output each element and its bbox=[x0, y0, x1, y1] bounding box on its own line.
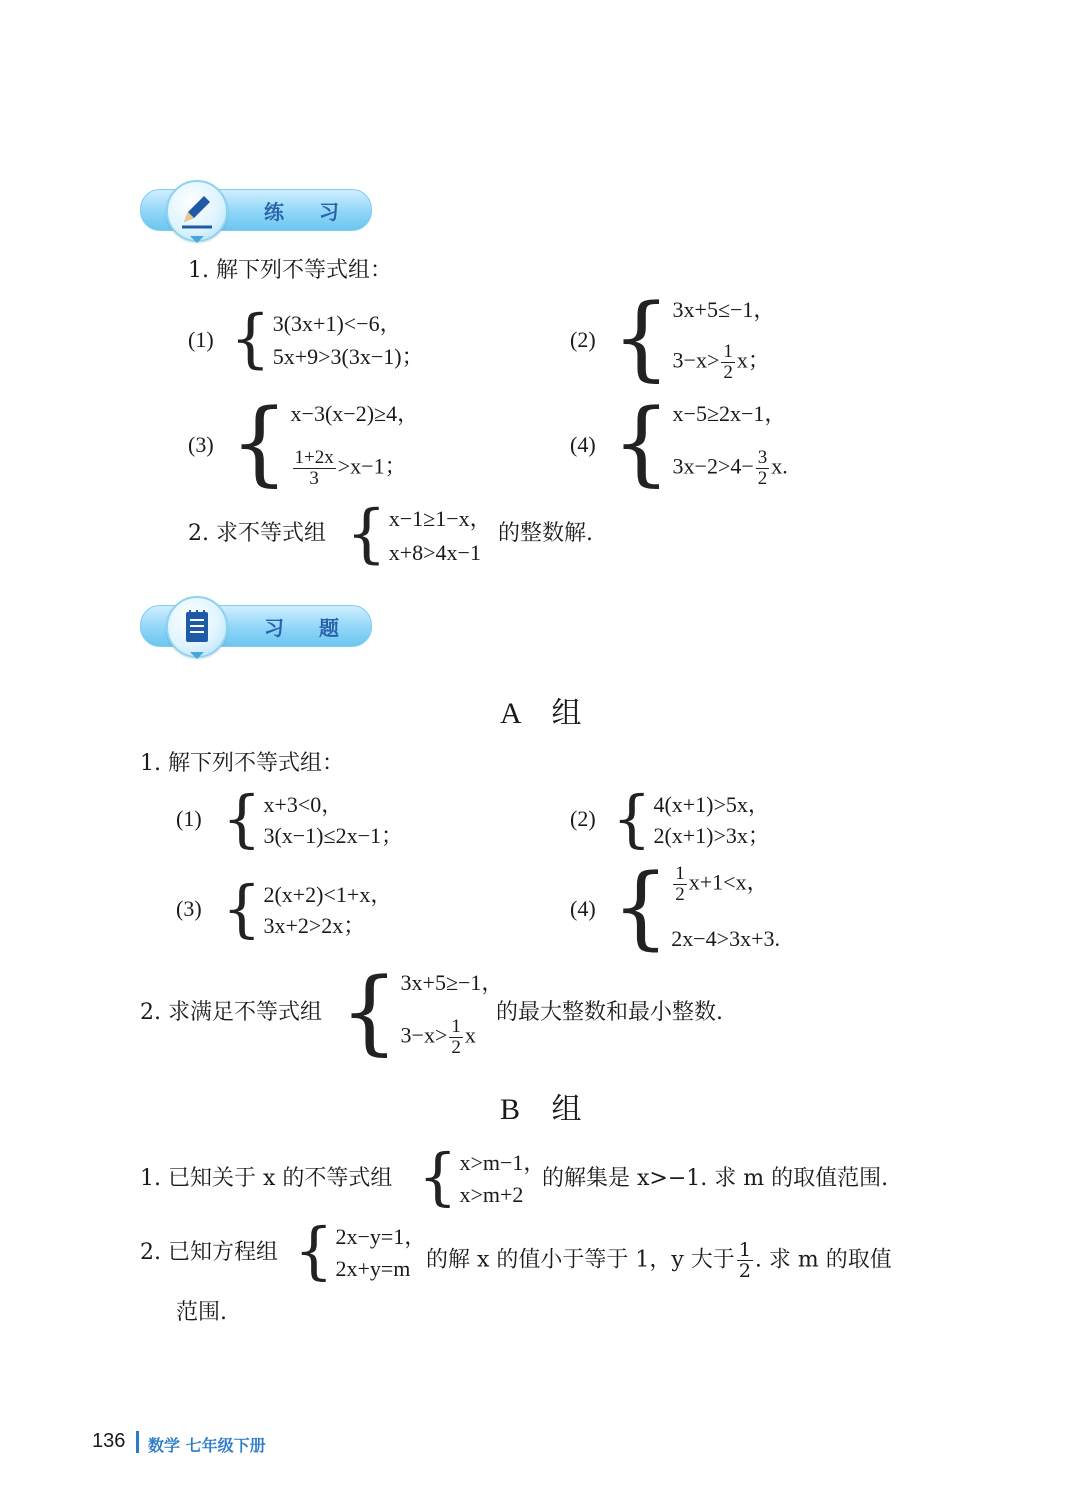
practice-p4-line1: x−5≥2x−1， bbox=[672, 401, 787, 426]
practice-p2-num: (2) bbox=[570, 327, 596, 352]
practice-header-pointer bbox=[190, 236, 204, 243]
group-a-a2-num: (2) bbox=[570, 806, 596, 831]
group-b-q2-line2: 2x+y=m bbox=[335, 1256, 411, 1281]
group-a-a4-num: (4) bbox=[570, 896, 596, 921]
practice-header-label: 练 习 bbox=[264, 200, 353, 224]
practice-q2-line1: x−1≥1−x， bbox=[388, 506, 492, 531]
practice-p4-system: { x−5≥2x−1， 3x−2>4− $\frac{3}{2}$ x. bbox=[612, 389, 788, 496]
group-b-q2-cont: 范围. bbox=[176, 1300, 227, 1325]
group-b-q1-line2: x>m+2 bbox=[459, 1182, 524, 1207]
group-a-a1-line1: x+3<0， bbox=[263, 792, 344, 817]
exercise-header-pointer bbox=[190, 652, 204, 659]
group-a-a3-line1: 2(x+2)<1+x， bbox=[263, 882, 393, 907]
exercise-icon-badge bbox=[166, 596, 228, 658]
group-a-q2-line1: 3x+5≥−1， bbox=[400, 970, 504, 995]
group-b-q1-post: 的解集是 x>−1. 求 m 的取值范围. bbox=[542, 1166, 889, 1191]
group-a-a2-line1: 4(x+1)>5x， bbox=[653, 792, 770, 817]
group-a-a4-system: { $\frac{1}{2}$ x+1<x， 2x−4>3x+3. bbox=[612, 855, 780, 960]
group-a-q2-pre: 2. 求满足不等式组 bbox=[140, 1000, 322, 1025]
group-b-q1-line1: x>m−1， bbox=[459, 1150, 546, 1175]
practice-q2-pre: 2. 求不等式组 bbox=[188, 521, 326, 546]
practice-p1-system: { 3(3x+1)<−6， 5x+9>3(3x−1)； bbox=[230, 302, 424, 376]
practice-p4-line2: 3x−2>4− $\frac{3}{2}$ x. bbox=[672, 447, 788, 489]
group-a-a3-num: (3) bbox=[176, 896, 202, 921]
group-a-a3-line2: 3x+2>2x； bbox=[263, 913, 366, 938]
practice-p3-line1: x−3(x−2)≥4， bbox=[290, 401, 420, 426]
group-a-a1-num: (1) bbox=[176, 806, 202, 831]
page-number: 136 bbox=[92, 1430, 126, 1452]
group-a-a4-line1: $\frac{1}{2}$ x+1<x， bbox=[675, 863, 769, 905]
group-b-q2-mid: 的解 x 的值小于等于 1，y 大于 $\frac{1}{2}$ . 求 m 的取值 bbox=[426, 1239, 892, 1282]
group-b-q2-system: { 2x−y=1， 2x+y=m bbox=[294, 1214, 427, 1287]
group-a-q2-post: 的最大整数和最小整数. bbox=[496, 1000, 723, 1025]
practice-p2-line1: 3x+5≤−1， bbox=[672, 297, 776, 322]
group-b-q2-pre: 2. 已知方程组 bbox=[140, 1240, 278, 1265]
footer-book-title: 数学 七年级下册 bbox=[148, 1436, 266, 1455]
group-a-a3-system: { 2(x+2)<1+x， 3x+2>2x； bbox=[222, 872, 393, 945]
practice-p2-system: { 3x+5≤−1， 3−x> $\frac{1}{2}$ x； bbox=[612, 284, 776, 391]
exercise-header-label: 习 题 bbox=[264, 616, 353, 640]
group-a-q1-text: 1. 解下列不等式组： bbox=[140, 751, 344, 776]
group-b-q1-pre: 1. 已知关于 x 的不等式组 bbox=[140, 1166, 393, 1191]
group-b-title: B 组 bbox=[500, 1093, 594, 1126]
group-a-q2-line2: 3−x> $\frac{1}{2}$ x bbox=[400, 1016, 476, 1058]
practice-p3-num: (3) bbox=[188, 432, 214, 457]
practice-p4-num: (4) bbox=[570, 432, 596, 457]
group-a-q2-system: { 3x+5≥−1， 3−x> $\frac{1}{2}$ x bbox=[340, 958, 504, 1065]
practice-q2-post: 的整数解. bbox=[498, 521, 593, 546]
group-b-q1-system: { x>m−1， x>m+2 bbox=[418, 1140, 546, 1213]
group-a-a4-line2: 2x−4>3x+3. bbox=[671, 926, 780, 951]
group-a-a1-line2: 3(x−1)≤2x−1； bbox=[263, 823, 403, 848]
practice-p3-system: { x−3(x−2)≥4， $\frac{1+2x}{3}$ >x−1； bbox=[230, 389, 420, 496]
practice-q2-line2: x+8>4x−1 bbox=[388, 540, 481, 565]
group-a-title: A 组 bbox=[500, 697, 594, 730]
practice-p1-num: (1) bbox=[188, 327, 214, 352]
practice-icon-badge bbox=[166, 180, 228, 242]
group-a-a2-line2: 2(x+1)>3x； bbox=[653, 823, 770, 848]
practice-q1-text: 1. 解下列不等式组： bbox=[188, 258, 392, 283]
practice-p3-line2: $\frac{1+2x}{3}$ >x−1； bbox=[294, 447, 407, 489]
practice-p1-line2: 5x+9>3(3x−1)； bbox=[272, 344, 424, 369]
pencil-icon bbox=[168, 182, 226, 240]
practice-p1-line1: 3(3x+1)<−6， bbox=[272, 311, 402, 336]
group-b-q2-line1: 2x−y=1， bbox=[335, 1224, 427, 1249]
footer-divider bbox=[136, 1431, 139, 1453]
group-a-a1-system: { x+3<0， 3(x−1)≤2x−1； bbox=[222, 782, 403, 855]
notepad-icon bbox=[168, 598, 226, 656]
group-a-a2-system: { 4(x+1)>5x， 2(x+1)>3x； bbox=[612, 782, 770, 855]
practice-q2-system: { x−1≥1−x， x+8>4x−1 bbox=[346, 497, 492, 571]
practice-p2-line2: 3−x> $\frac{1}{2}$ x； bbox=[672, 341, 770, 383]
